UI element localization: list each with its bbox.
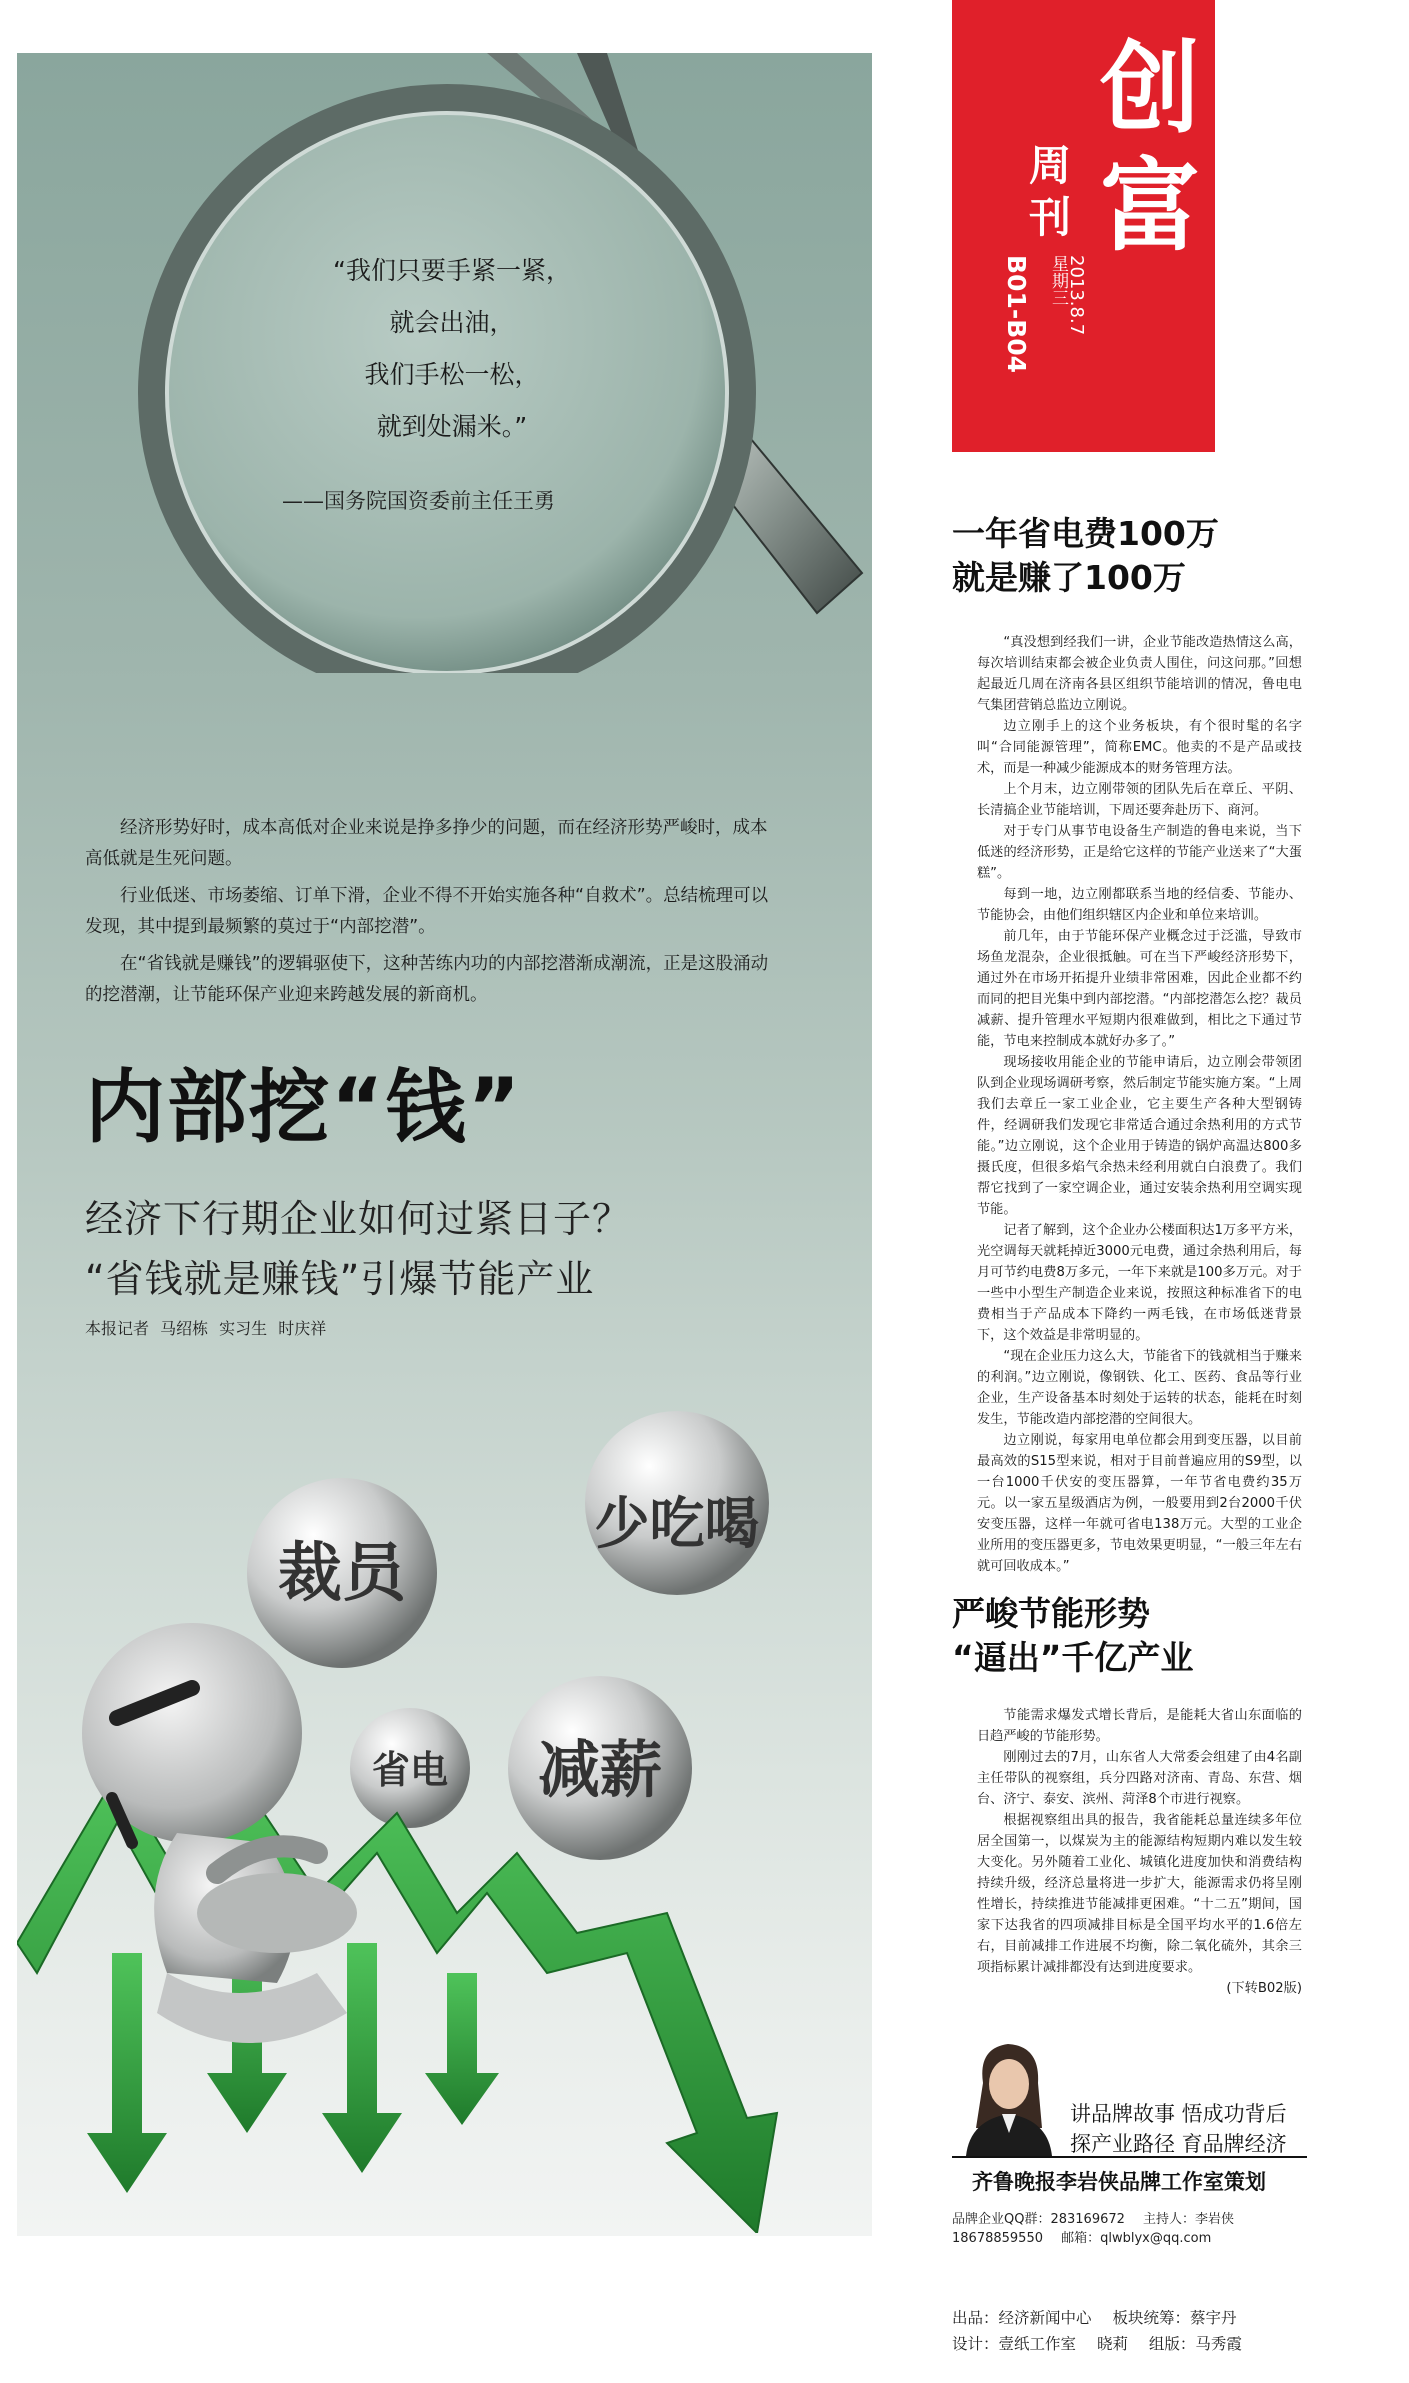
intro-paragraph: 经济形势好时，成本高低对企业来说是挣多挣少的问题，而在经济形势严峻时，成本高低就是生死问题。 bbox=[85, 818, 768, 869]
bubble-pay-cut bbox=[508, 1676, 692, 1860]
article-paragraph: 记者了解到，这个企业办公楼面积达1万多平方米，光空调每天就耗掉近3000元电费，通过余热利用后，每月可节约电费8万多元，一年下来就是100多万元。对于一些中小型生产制造企业来说，按照这种标准省下的电费相当于产品成本下降约一两毛钱，在市场低迷背景下，这个效益是非常明显的。 bbox=[977, 1223, 1302, 1343]
article-title-line: 严峻节能形势 bbox=[952, 1594, 1150, 1633]
promo-slogan: 讲品牌故事 悟成功背后 bbox=[1070, 2102, 1287, 2126]
masthead-subtitle bbox=[1020, 140, 1080, 244]
quote-line: 就到处漏米。” bbox=[376, 412, 528, 441]
credit-design: 设计：壹纸工作室 bbox=[952, 2335, 1077, 2353]
qq-group: 品牌企业QQ群：283169672 bbox=[952, 2212, 1125, 2227]
article-body bbox=[977, 632, 1302, 1577]
masthead-title-char: 创 bbox=[1100, 30, 1200, 147]
article-title-line: 就是赚了100万 bbox=[952, 558, 1186, 597]
bubble-label: 减薪 bbox=[537, 1733, 663, 1806]
issue-weekday: 星期三 bbox=[1048, 255, 1068, 306]
article-paragraph: 每到一地，边立刚都联系当地的经信委、节能办、节能协会，由他们组织辖区内企业和单位来培训。 bbox=[977, 887, 1302, 923]
quote-line: “我们只要手紧一紧， bbox=[333, 256, 571, 285]
quote-source: ——国务院国资委前主任王勇 bbox=[282, 489, 555, 513]
main-headline: 内部挖“钱” bbox=[85, 1061, 523, 1154]
credit-producer: 出品：经济新闻中心 bbox=[952, 2309, 1092, 2327]
intro-paragraph: 在“省钱就是赚钱”的逻辑驱使下，这种苦练内功的内部挖潜渐成潮流，正是这股涌动的挖潜潮，让节能环保产业迎来跨越发展的新商机。 bbox=[85, 954, 769, 1005]
host-name: 主持人：李岩侠 bbox=[1143, 2212, 1235, 2227]
intro-text bbox=[85, 813, 775, 1017]
host-portrait-icon bbox=[958, 2038, 1060, 2156]
byline: 本报记者 马绍栋 实习生 时庆祥 bbox=[85, 1319, 327, 1338]
article-paragraph: 节能需求爆发式增长背后，是能耗大省山东面临的日趋严峻的节能形势。 bbox=[977, 1708, 1302, 1744]
article-paragraph: 边立刚说，每家用电单位都会用到变压器，以目前最高效的S15型来说，相对于目前普遍应用的S9型，以一台1000千伏安的变压器算，一年节省电费约35万元。以一家五星级酒店为例，一般要用到2台2000千伏安变压器，这样一年就可省电138万元。大型的工业企业所用的变压器更多，节电效果更明显，“一般三年左右就可回收成本。” bbox=[977, 1433, 1302, 1574]
continue-note: (下转B02版) bbox=[1226, 1981, 1302, 1996]
article-body bbox=[977, 1705, 1302, 1999]
article-title bbox=[952, 1592, 1193, 1680]
article-title-line: 一年省电费100万 bbox=[952, 514, 1219, 553]
subheadline: 经济下行期企业如何过紧日子？ bbox=[85, 1197, 632, 1241]
article-paragraph: 刚刚过去的7月，山东省人大常委会组建了由4名副主任带队的视察组，兵分四路对济南、青岛、东营、烟台、济宁、泰安、滨州、菏泽8个市进行视察。 bbox=[977, 1750, 1302, 1807]
phone-number: 18678859550 bbox=[952, 2231, 1043, 2246]
cost-cutting-illustration bbox=[17, 1373, 872, 2233]
credit-designer: 晓莉 bbox=[1096, 2335, 1128, 2353]
bubble-less-dining bbox=[585, 1411, 769, 1595]
promo-organizer: 齐鲁晚报李岩侠品牌工作室策划 bbox=[972, 2170, 1266, 2194]
feature-panel bbox=[17, 53, 872, 2236]
article-paragraph: “真没想到经我们一讲，企业节能改造热情这么高，每次培训结束都会被企业负责人围住，问这问那。”回想起最近几周在济南各县区组织节能培训的情况，鲁电电气集团营销总监边立刚说。 bbox=[977, 635, 1302, 713]
masthead bbox=[952, 0, 1215, 452]
quote-line: 我们手松一松， bbox=[364, 360, 540, 389]
intro-paragraph: 行业低迷、市场萎缩、订单下滑，企业不得不开始实施各种“自救术”。总结梳理可以发现，其中提到最频繁的莫过于“内部挖潜”。 bbox=[85, 886, 769, 937]
promo-contact bbox=[952, 2210, 1312, 2248]
divider bbox=[952, 2156, 1307, 2158]
masthead-sub-char: 周 bbox=[1028, 141, 1071, 190]
article-paragraph: 前几年，由于节能环保产业概念过于泛滥，导致市场鱼龙混杂，企业很抵触。可在当下严峻经济形势下，通过外在市场开拓提升业绩非常困难，因此企业都不约而同的把目光集中到内部挖潜。“内部挖潜怎么挖？裁员减薪、提升管理水平短期内很难做到，相比之下通过节能，节电来控制成本就好办多了。” bbox=[977, 929, 1302, 1049]
promo-slogan: 探产业路径 育品牌经济 bbox=[1070, 2132, 1287, 2156]
article-paragraph: “现在企业压力这么大，节能省下的钱就相当于赚来的利润。”边立刚说，像钢铁、化工、医药、食品等行业企业，生产设备基本时刻处于运转的状态，能耗在时刻发生，节能改造内部挖潜的空间很大。 bbox=[977, 1349, 1302, 1427]
quote bbox=[237, 245, 667, 453]
masthead-title bbox=[1100, 30, 1200, 266]
article-paragraph: 根据视察组出具的报告，我省能耗总量连续多年位居全国第一，以煤炭为主的能源结构短期内难以发生较大变化。另外随着工业化、城镇化进度加快和消费结构持续升级，经济总量将进一步扩大，能源需求仍将呈刚性增长，持续推进节能减排更困难。“十二五”期间，国家下达我省的四项减排目标是全国平均水平的1.6倍左右，目前减排工作进展不均衡，除二氧化硫外，其余三项指标累计减排都没有达到进度要求。 bbox=[977, 1813, 1302, 1975]
article-paragraph: 边立刚手上的这个业务板块，有个很时髦的名字叫“合同能源管理”，简称EMC。他卖的不是产品或技术，而是一种减少能源成本的财务管理方法。 bbox=[977, 719, 1302, 776]
credit-group: 组版：马秀霞 bbox=[1148, 2335, 1242, 2353]
masthead-sub-char: 刊 bbox=[1028, 193, 1071, 242]
page-credits bbox=[952, 2305, 1258, 2357]
subheadline: “省钱就是赚钱”引爆节能产业 bbox=[85, 1257, 595, 1301]
article-title bbox=[952, 512, 1219, 600]
article-paragraph: 上个月末，边立刚带领的团队先后在章丘、平阴、长清搞企业节能培训，下周还要奔赴历下、商河。 bbox=[977, 782, 1302, 818]
issue-date: 2013.8.7 bbox=[1066, 255, 1087, 336]
quote-line: 就会出油， bbox=[389, 308, 515, 337]
page-range: B01-B04 bbox=[1002, 255, 1031, 374]
bubble-label: 省电 bbox=[371, 1748, 449, 1792]
brand-studio-promo bbox=[952, 2038, 1307, 2206]
article-title-line: “逼出”千亿产业 bbox=[952, 1638, 1194, 1677]
article-paragraph: 对于专门从事节电设备生产制造的鲁电来说，当下低迷的经济形势，正是给它这样的节能产业送来了“大蛋糕”。 bbox=[977, 824, 1302, 881]
bubble-label: 裁员 bbox=[278, 1537, 406, 1611]
bubble-layoffs bbox=[247, 1478, 437, 1668]
email-address: 邮箱：qlwblyx@qq.com bbox=[1061, 2231, 1212, 2246]
article-paragraph: 现场接收用能企业的节能申请后，边立刚会带领团队到企业现场调研考察，然后制定节能实施方案。“上周我们去章丘一家工业企业，它主要生产各种大型钢铸件，经调研我们发现它非常适合通过余热利用的方式节能。”边立刚说，这个企业用于铸造的锅炉高温达800多摄氏度，但很多焰气余热未经利用就白白浪费了。我们帮它找到了一家空调企业，通过安装余热利用空调实现节能。 bbox=[977, 1055, 1302, 1217]
bubble-save-power bbox=[350, 1708, 470, 1828]
bubble-label: 少吃喝 bbox=[594, 1492, 760, 1557]
credit-coordinator: 板块统筹：蔡宇丹 bbox=[1112, 2309, 1237, 2327]
masthead-title-char: 富 bbox=[1100, 148, 1200, 265]
